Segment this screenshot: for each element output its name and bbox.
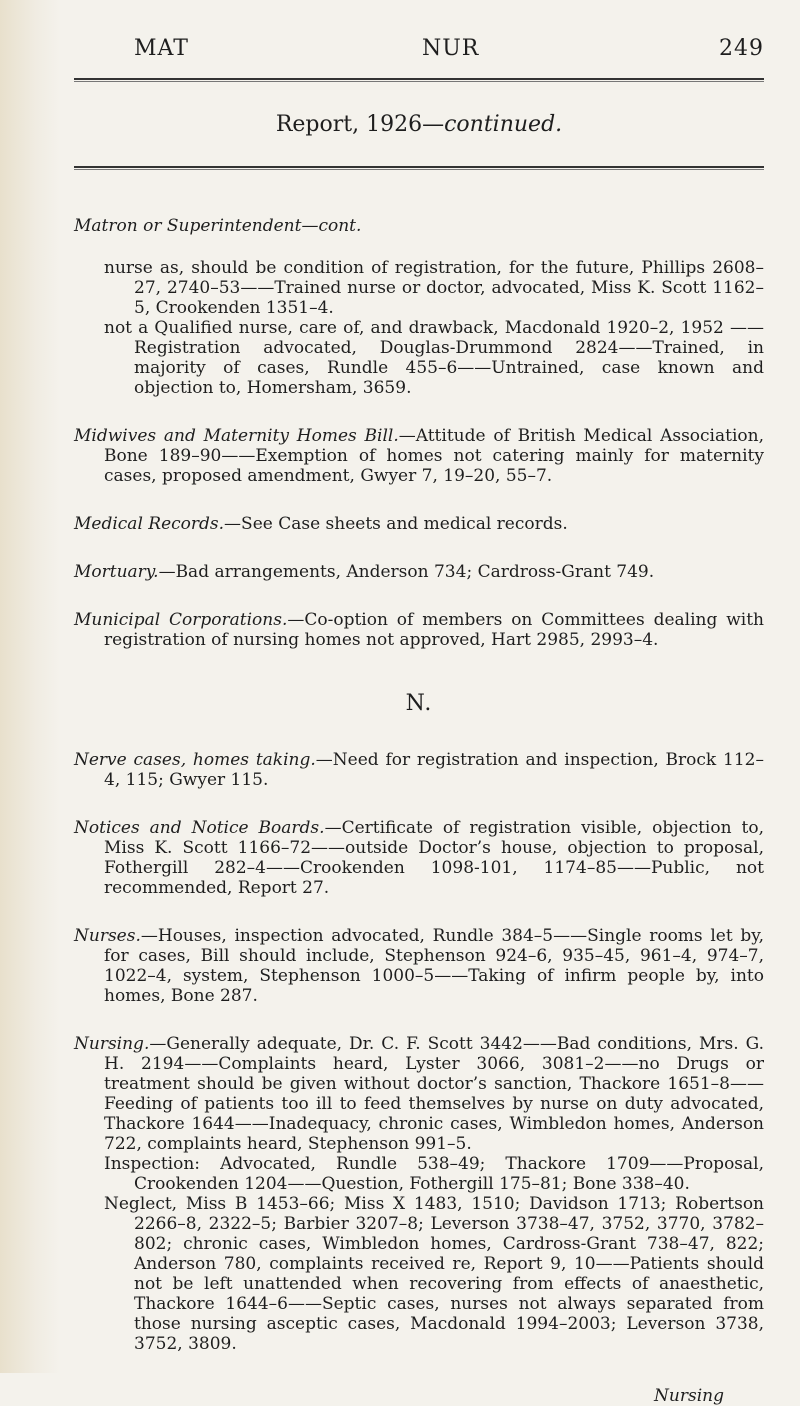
entry-text: —Co-option of members on Committees dealing with registration of nursing homes not approved, Hart 2985, 2993–4.: [104, 610, 765, 650]
index-subentry: [104, 1194, 764, 1354]
index-entry: [74, 926, 764, 1006]
running-head-left: MAT: [134, 36, 189, 61]
index-entry: [74, 750, 764, 790]
entry-heading: Midwives and Maternity Homes Bill.: [74, 426, 399, 446]
entry-heading: Municipal Corporations.: [74, 610, 288, 630]
section-letter: N.: [405, 691, 433, 716]
subentry-text: Advocated, Rundle 538–49; Thackore 1709——Proposal, Crookenden 1204——Question, Fothergill 175–81; Bone 338–40.: [134, 1154, 764, 1194]
index-entry: [74, 1034, 764, 1154]
index-entry: [74, 514, 764, 534]
entry-heading: Nursing.: [74, 1034, 150, 1054]
entry-text: —See Case sheets and medical records.: [224, 514, 568, 534]
index-entry: [74, 216, 764, 236]
entry-heading: Matron or Superintendent—cont.: [74, 216, 362, 236]
entry-text: —Need for registration and inspection, Brock 112–4, 115; Gwyer 115.: [104, 750, 764, 790]
entry-text: —Houses, inspection advocated, Rundle 384–5——Single rooms let by, for cases, Bill should include, Stephenson 924–6, 935–45, 961–4, 974–7, 1022–4, system, Stephenson 1000–5——Taking of infirm people by, into homes, Bone 287.: [104, 926, 764, 1006]
index-entry: [104, 318, 764, 398]
entry-text: —Bad arrangements, Anderson 734; Cardross-Grant 749.: [158, 562, 655, 582]
entry-heading: Medical Records.: [74, 514, 225, 534]
entry-text: nurse as, should be condition of registration, for the future, Phillips 2608–27, 2740–53——Trained nurse or doctor, advocated, Miss K. Scott 1162–5, Crookenden 1351–4.: [104, 258, 764, 318]
running-head: [74, 36, 764, 66]
page-number: 249: [719, 36, 764, 61]
index-subentry: [104, 1154, 764, 1194]
entry-text: —Certificate of registration visible, objection to, Miss K. Scott 1166–72——outside Doctor’s house, objection to proposal, Fothergill 282–4——Crookenden 1098-101, 1174–85——Public, not recommended, Report 27.: [104, 818, 764, 898]
index-body: [74, 216, 764, 1406]
index-entry: [74, 426, 764, 486]
entry-text: —Attitude of British Medical Association, Bone 189–90——Exemption of homes not catering mainly for maternity cases, proposed amendment, Gwyer 7, 19–20, 55–7.: [104, 426, 764, 486]
page-subtitle: [74, 112, 764, 137]
entry-heading: Nurses.: [74, 926, 141, 946]
subentry-text: Miss B 1453–66; Miss X 1483, 1510; Davidson 1713; Robertson 2266–8, 2322–5; Barbier 3207–8; Leverson 3738–47, 3752, 3770, 3782–802; chronic cases, Wimbledon homes, Cardross-Grant 738–47, 822; Anderson 780, complaints received re, Report 9, 10——Patients should not be left unattended when recovering from effects of anaesthetic, Thackore 1644–6——Septic cases, nurses not always separated from those nursing asceptic cases, Macdonald 1994–2003; Leverson 3738, 3752, 3809.: [134, 1194, 765, 1354]
index-entry: [74, 562, 764, 582]
subtitle-main: Report, 1926—: [275, 112, 445, 137]
entry-heading: Notices and Notice Boards.: [74, 818, 325, 838]
subtitle-rule: [74, 166, 764, 170]
subentry-lead: Inspection:: [104, 1154, 201, 1174]
top-rule: [74, 78, 764, 82]
page-edge-shadow: [0, 0, 60, 1373]
subtitle-italic: continued.: [444, 112, 563, 137]
index-entry: [74, 610, 764, 650]
index-entry: [104, 258, 764, 318]
entry-text: —Generally adequate, Dr. C. F. Scott 3442——Bad conditions, Mrs. G. H. 2194——Complaints heard, Lyster 3066, 3081–2——no Drugs or treatment should be given without doctor’s sanction, Thackore 1651–8——Feeding of patients too ill to feed themselves by nurse on duty advocated, Thackore 1644——Inadequacy, chronic cases, Wimbledon homes, Anderson 722, complaints heard, Stephenson 991–5.: [104, 1034, 764, 1154]
entry-text: not a Qualified nurse, care of, and drawback, Macdonald 1920–2, 1952 ——Registration advocated, Douglas-Drummond 2824——Trained, in majority of cases, Rundle 455–6——Untrained, case known and objection to, Homersham, 3659.: [104, 318, 764, 398]
subentry-lead: Neglect,: [104, 1194, 178, 1214]
catchword: Nursing: [654, 1386, 724, 1406]
running-head-center: NUR: [422, 36, 480, 61]
entry-heading: Mortuary.: [74, 562, 159, 582]
index-entry: [74, 818, 764, 898]
entry-heading: Nerve cases, homes taking.: [74, 750, 316, 770]
